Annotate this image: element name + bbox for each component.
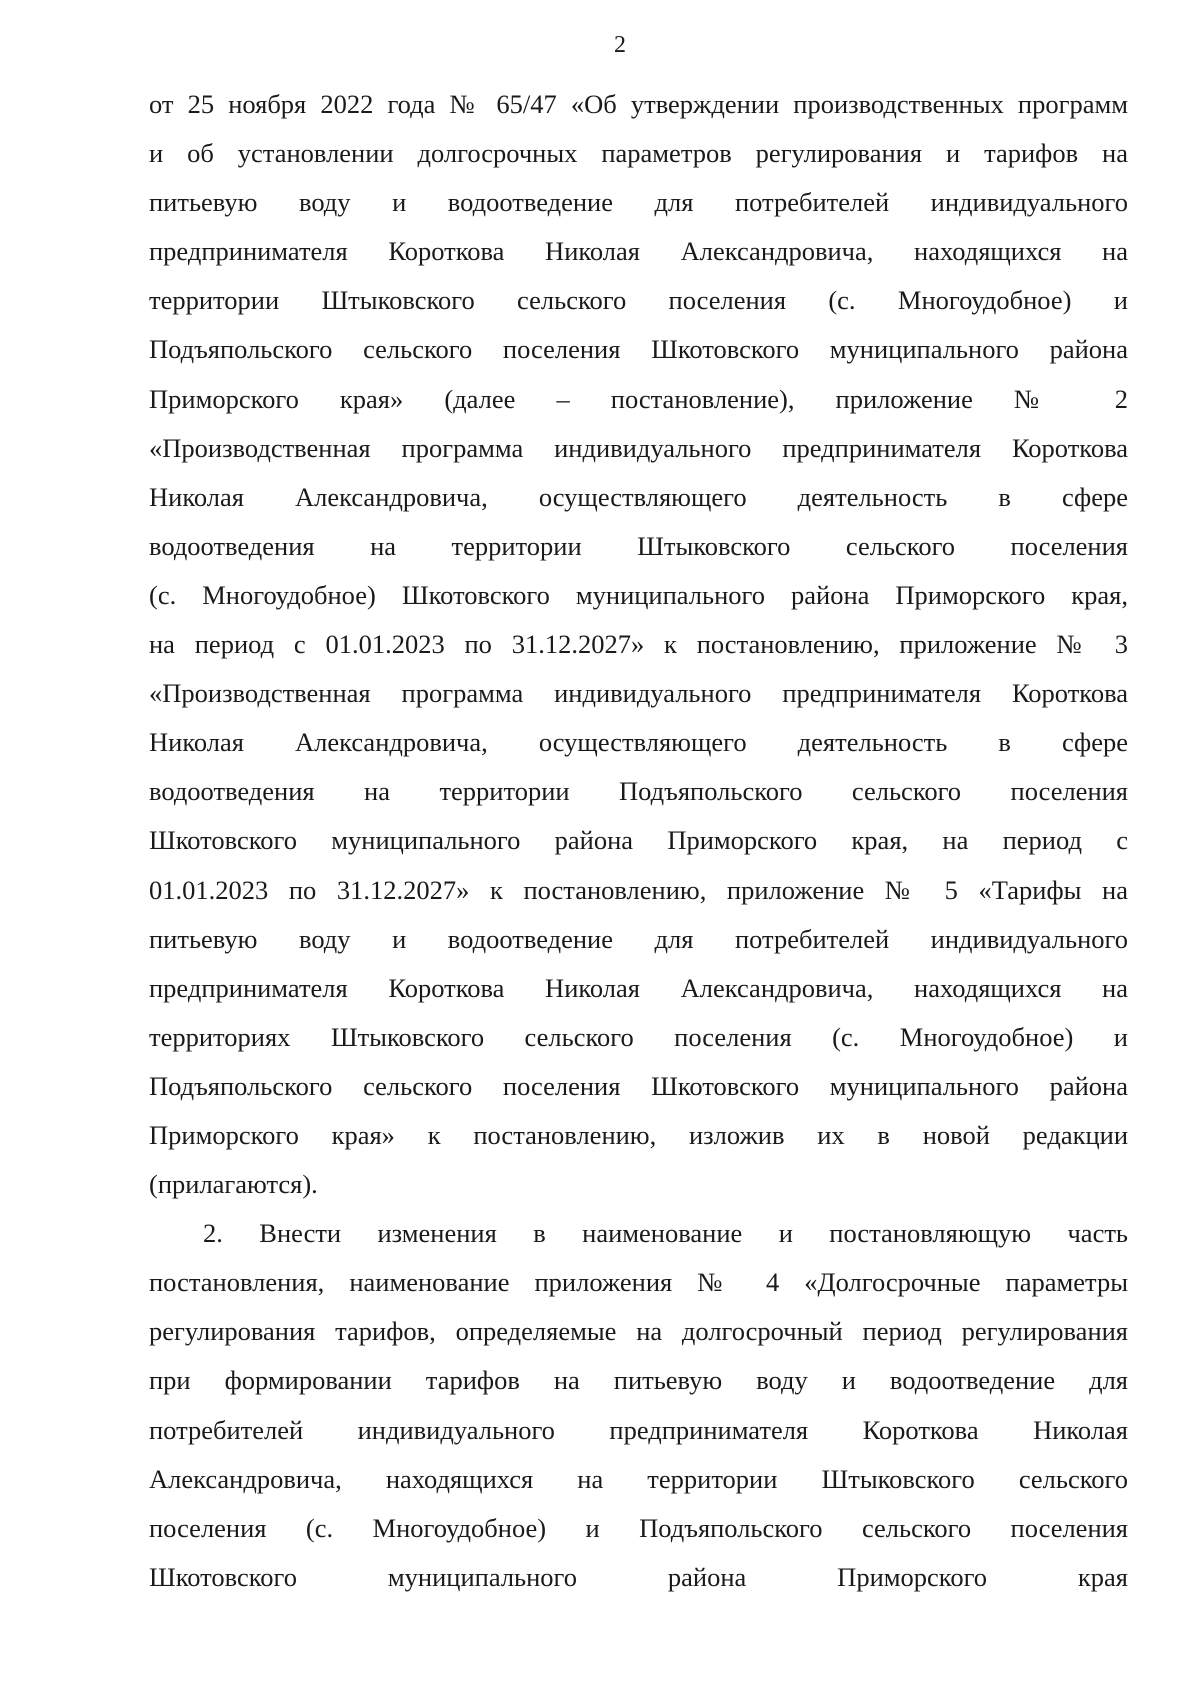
text-line: Шкотовского муниципального района Приморского края — [149, 1561, 1128, 1592]
text-line: водоотведения на территории Подъяпольского сельского поселения — [149, 776, 1128, 807]
text-line: питьевую воду и водоотведение для потребителей индивидуального — [149, 923, 1128, 954]
text-line: предпринимателя Короткова Николая Александровича, находящихся на — [149, 236, 1128, 267]
paragraph-2 — [149, 1209, 1128, 1602]
text-line: при формировании тарифов на питьевую воду и водоотведение для — [149, 1365, 1128, 1396]
text-line: Шкотовского муниципального района Приморского края, на период с — [149, 825, 1128, 856]
text-line: (прилагаются). — [149, 1169, 318, 1200]
text-line: 2. Внести изменения в наименование и постановляющую часть — [203, 1218, 1128, 1249]
text-line: регулирования тарифов, определяемые на долгосрочный период регулирования — [149, 1316, 1128, 1347]
text-line: Николая Александровича, осуществляющего деятельность в сфере — [149, 481, 1128, 512]
text-line: Подъяпольского сельского поселения Шкотовского муниципального района — [149, 334, 1128, 365]
text-line: 01.01.2023 по 31.12.2027» к постановлению, приложение № 5 «Тарифы на — [149, 874, 1128, 905]
paragraph-1 — [149, 80, 1128, 1209]
text-line: Николая Александровича, осуществляющего деятельность в сфере — [149, 727, 1128, 758]
document-body — [149, 80, 1128, 1602]
text-line: территориях Штыковского сельского поселения (с. Многоудобное) и — [149, 1021, 1128, 1052]
text-line: от 25 ноября 2022 года № 65/47 «Об утверждении производственных программ — [149, 89, 1128, 119]
text-line: предпринимателя Короткова Николая Александровича, находящихся на — [149, 972, 1128, 1003]
text-line: «Производственная программа индивидуального предпринимателя Короткова — [149, 432, 1128, 463]
page-number: 2 — [614, 32, 626, 58]
text-line: (с. Многоудобное) Шкотовского муниципального района Приморского края, — [149, 579, 1128, 610]
text-line: питьевую воду и водоотведение для потребителей индивидуального — [149, 187, 1128, 218]
text-line: Александровича, находящихся на территории Штыковского сельского — [149, 1463, 1128, 1494]
text-line: Приморского края» (далее – постановление), приложение № 2 — [149, 383, 1128, 414]
text-line: на период с 01.01.2023 по 31.12.2027» к постановлению, приложение № 3 — [149, 629, 1128, 660]
text-line: территории Штыковского сельского поселения (с. Многоудобное) и — [149, 285, 1128, 316]
text-line: Приморского края» к постановлению, изложив их в новой редакции — [149, 1119, 1128, 1150]
text-line: «Производственная программа индивидуального предпринимателя Короткова — [149, 678, 1128, 709]
text-line: водоотведения на территории Штыковского сельского поселения — [149, 530, 1128, 561]
text-line: Подъяпольского сельского поселения Шкотовского муниципального района — [149, 1070, 1128, 1101]
text-line: и об установлении долгосрочных параметров регулирования и тарифов на — [149, 138, 1128, 169]
text-line: поселения (с. Многоудобное) и Подъяпольского сельского поселения — [149, 1512, 1128, 1543]
text-line: потребителей индивидуального предпринимателя Короткова Николая — [149, 1414, 1128, 1445]
text-line: постановления, наименование приложения № 4 «Долгосрочные параметры — [149, 1267, 1128, 1298]
